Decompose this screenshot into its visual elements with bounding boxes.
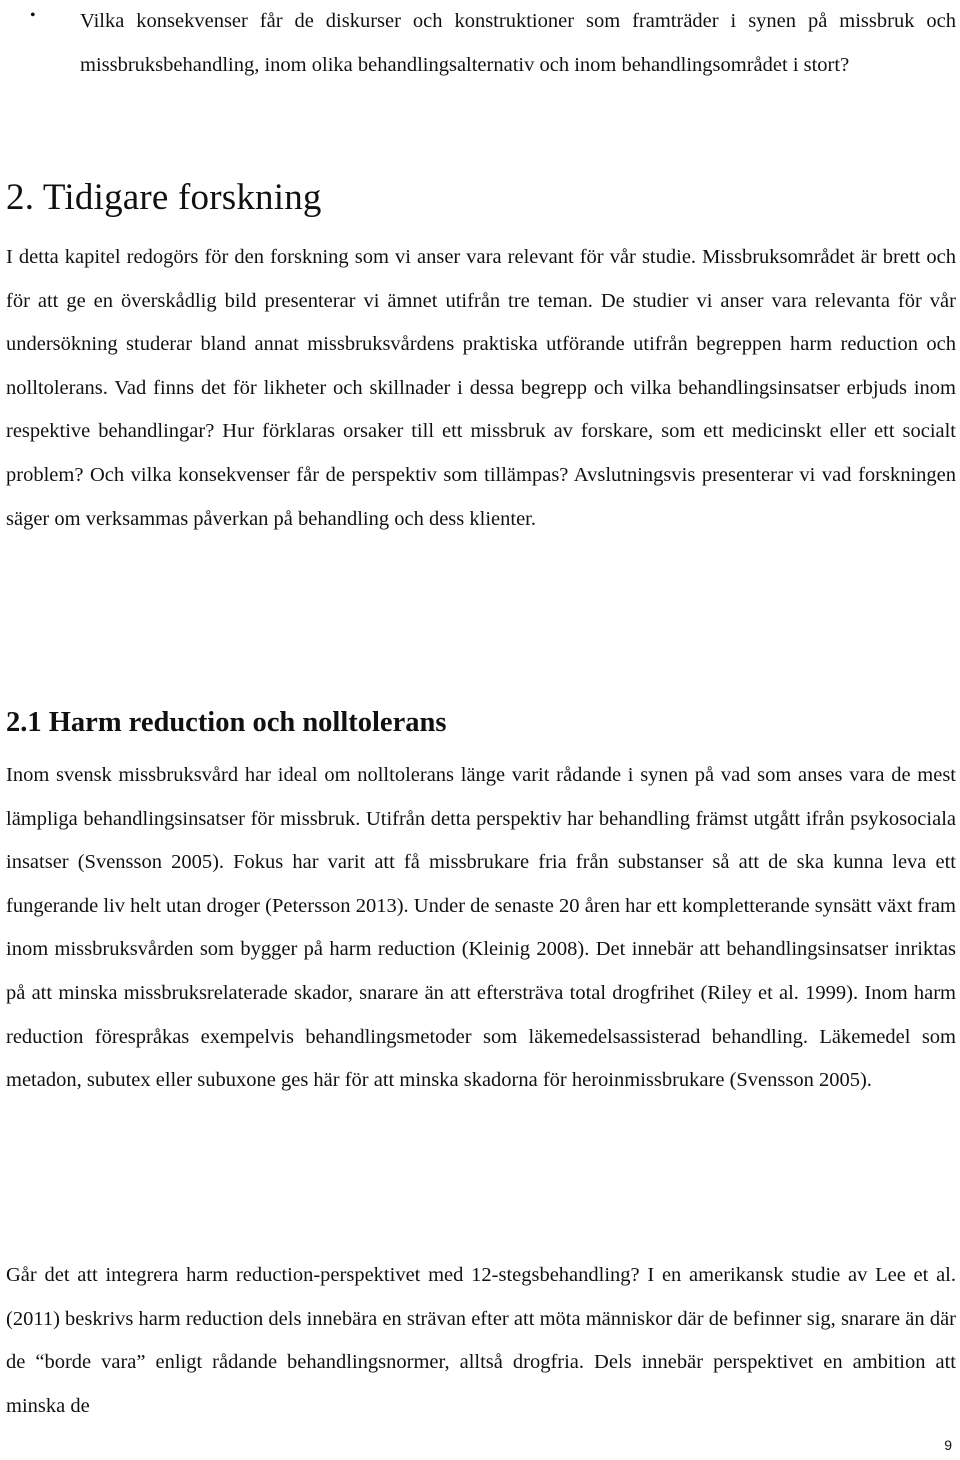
bullet-icon: •: [30, 7, 36, 24]
section-intro-paragraph: I detta kapitel redogörs för den forskning som vi anser vara relevant för vår studie. Missbruksområdet är brett och för att ge en överskådlig bild presenterar vi ämnet utifrån tre teman. De studier vi anser vara relevanta för vår undersökning studerar bland annat missbruksvårdens praktiska utförande utifrån begreppen harm reduction och nolltolerans. Vad finns det för likheter och skillnader i dessa begrepp och vilka behandlingsinsatser erbjuds inom respektive behandlingar? Hur förklaras orsaker till ett missbruk av forskare, som ett medicinskt eller ett socialt problem? Och vilka konsekvenser får de perspektiv som tillämpas? Avslutningsvis presenterar vi vad forskningen säger om verksammas påverkan på behandling och dess klienter.: [6, 246, 956, 530]
page-number: 9: [944, 1437, 952, 1453]
subsection-paragraph-1: Inom svensk missbruksvård har ideal om nolltolerans länge varit rådande i synen på vad som anses vara de mest lämpliga behandlingsinsatser för missbruk. Utifrån detta perspektiv har behandling främst utgått ifrån psykosociala insatser (Svensson 2005). Fokus har varit att få missbrukare fria från substanser så att de ska kunna leva ett fungerande liv helt utan droger (Petersson 2013). Under de senaste 20 åren har ett kompletterande synsätt växt fram inom missbruksvården som bygger på harm reduction (Kleinig 2008). Det innebär att behandlingsinsatser inriktas på att minska missbruksrelaterade skador, snarare än att eftersträva total drogfrihet (Riley et al. 1999). Inom harm reduction förespråkas exempelvis behandlingsmetoder som läkemedelsassisterad behandling. Läkemedel som metadon, subutex eller subuxone ges här för att minska skadorna för heroinmissbrukare (Svensson 2005).: [6, 764, 956, 1092]
subsection-heading: 2.1 Harm reduction och nolltolerans: [6, 707, 447, 738]
subsection-paragraph-2: Går det att integrera harm reduction-perspektivet med 12-stegsbehandling? I en amerikansk studie av Lee et al. (2011) beskrivs harm reduction dels innebära en strävan efter att möta människor där de befinner sig, snarare än där de “borde vara” enligt rådande behandlingsnormer, alltså drogfria. Dels innebär perspektivet en ambition att minska de: [6, 1264, 956, 1417]
section-heading: 2. Tidigare forskning: [6, 177, 322, 218]
bullet-list-item: Vilka konsekvenser får de diskurser och konstruktioner som framträder i synen på missbruk och missbruksbehandling, inom olika behandlingsalternativ och inom behandlingsområdet i stort?: [80, 10, 956, 76]
